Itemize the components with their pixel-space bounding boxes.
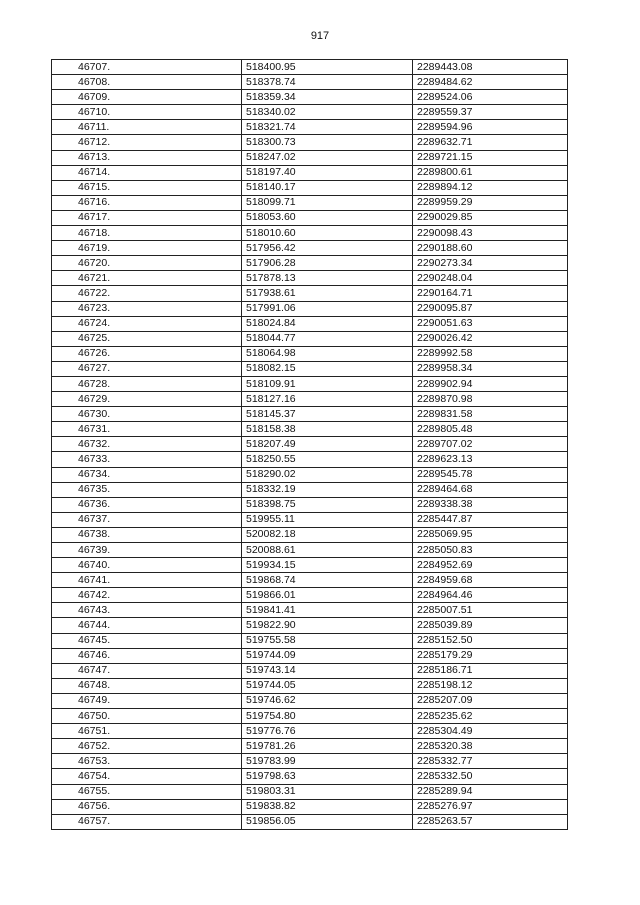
table-row [52, 497, 568, 512]
y-coordinate-cell: 2285050.83 [413, 543, 568, 558]
y-coordinate-cell: 2285289.94 [413, 784, 568, 799]
y-coordinate-cell: 2289443.08 [413, 60, 568, 75]
table-row [52, 678, 568, 693]
y-coordinate-cell: 2290098.43 [413, 226, 568, 241]
y-coordinate-cell: 2289594.96 [413, 120, 568, 135]
table-row [52, 724, 568, 739]
point-id-cell: 46746. [52, 648, 242, 663]
point-id-cell: 46748. [52, 678, 242, 693]
point-id-cell: 46711. [52, 120, 242, 135]
x-coordinate-cell: 518207.49 [242, 437, 413, 452]
table-row [52, 165, 568, 180]
point-id-cell: 46723. [52, 301, 242, 316]
y-coordinate-cell: 2289623.13 [413, 452, 568, 467]
y-coordinate-cell: 2290026.42 [413, 331, 568, 346]
y-coordinate-cell: 2284952.69 [413, 558, 568, 573]
x-coordinate-cell: 519841.41 [242, 603, 413, 618]
x-coordinate-cell: 518064.98 [242, 346, 413, 361]
coordinates-table-body [52, 60, 568, 830]
y-coordinate-cell: 2289707.02 [413, 437, 568, 452]
y-coordinate-cell: 2289805.48 [413, 422, 568, 437]
x-coordinate-cell: 518250.55 [242, 452, 413, 467]
x-coordinate-cell: 519838.82 [242, 799, 413, 814]
table-row [52, 512, 568, 527]
point-id-cell: 46739. [52, 543, 242, 558]
y-coordinate-cell: 2285069.95 [413, 527, 568, 542]
x-coordinate-cell: 519754.80 [242, 709, 413, 724]
point-id-cell: 46741. [52, 573, 242, 588]
point-id-cell: 46729. [52, 392, 242, 407]
x-coordinate-cell: 518247.02 [242, 150, 413, 165]
x-coordinate-cell: 519743.14 [242, 663, 413, 678]
y-coordinate-cell: 2289721.15 [413, 150, 568, 165]
point-id-cell: 46713. [52, 150, 242, 165]
y-coordinate-cell: 2289545.78 [413, 467, 568, 482]
x-coordinate-cell: 518053.60 [242, 210, 413, 225]
x-coordinate-cell: 518024.84 [242, 316, 413, 331]
x-coordinate-cell: 519744.09 [242, 648, 413, 663]
table-row [52, 135, 568, 150]
table-row [52, 588, 568, 603]
point-id-cell: 46734. [52, 467, 242, 482]
table-row [52, 814, 568, 829]
point-id-cell: 46721. [52, 271, 242, 286]
y-coordinate-cell: 2289338.38 [413, 497, 568, 512]
table-row [52, 543, 568, 558]
point-id-cell: 46724. [52, 316, 242, 331]
x-coordinate-cell: 519783.99 [242, 754, 413, 769]
table-row [52, 452, 568, 467]
table-row [52, 422, 568, 437]
y-coordinate-cell: 2290164.71 [413, 286, 568, 301]
y-coordinate-cell: 2290273.34 [413, 256, 568, 271]
table-row [52, 467, 568, 482]
y-coordinate-cell: 2284959.68 [413, 573, 568, 588]
point-id-cell: 46718. [52, 226, 242, 241]
x-coordinate-cell: 518010.60 [242, 226, 413, 241]
point-id-cell: 46719. [52, 241, 242, 256]
table-row [52, 633, 568, 648]
y-coordinate-cell: 2285332.77 [413, 754, 568, 769]
x-coordinate-cell: 518300.73 [242, 135, 413, 150]
y-coordinate-cell: 2289902.94 [413, 376, 568, 391]
y-coordinate-cell: 2290029.85 [413, 210, 568, 225]
table-row [52, 558, 568, 573]
point-id-cell: 46754. [52, 769, 242, 784]
point-id-cell: 46733. [52, 452, 242, 467]
table-row [52, 648, 568, 663]
x-coordinate-cell: 519866.01 [242, 588, 413, 603]
x-coordinate-cell: 519746.62 [242, 693, 413, 708]
point-id-cell: 46714. [52, 165, 242, 180]
y-coordinate-cell: 2289992.58 [413, 346, 568, 361]
x-coordinate-cell: 520082.18 [242, 527, 413, 542]
table-row [52, 573, 568, 588]
x-coordinate-cell: 518332.19 [242, 482, 413, 497]
x-coordinate-cell: 519755.58 [242, 633, 413, 648]
table-row [52, 331, 568, 346]
x-coordinate-cell: 518109.91 [242, 376, 413, 391]
table-row [52, 241, 568, 256]
y-coordinate-cell: 2285198.12 [413, 678, 568, 693]
y-coordinate-cell: 2289484.62 [413, 75, 568, 90]
y-coordinate-cell: 2289894.12 [413, 180, 568, 195]
table-row [52, 376, 568, 391]
point-id-cell: 46744. [52, 618, 242, 633]
y-coordinate-cell: 2285007.51 [413, 603, 568, 618]
point-id-cell: 46716. [52, 195, 242, 210]
table-row [52, 90, 568, 105]
x-coordinate-cell: 519868.74 [242, 573, 413, 588]
table-row [52, 739, 568, 754]
x-coordinate-cell: 517956.42 [242, 241, 413, 256]
y-coordinate-cell: 2285207.09 [413, 693, 568, 708]
y-coordinate-cell: 2285263.57 [413, 814, 568, 829]
y-coordinate-cell: 2290188.60 [413, 241, 568, 256]
y-coordinate-cell: 2290051.63 [413, 316, 568, 331]
x-coordinate-cell: 518340.02 [242, 105, 413, 120]
x-coordinate-cell: 518321.74 [242, 120, 413, 135]
table-row [52, 392, 568, 407]
y-coordinate-cell: 2289870.98 [413, 392, 568, 407]
point-id-cell: 46710. [52, 105, 242, 120]
table-row [52, 407, 568, 422]
table-row [52, 226, 568, 241]
point-id-cell: 46707. [52, 60, 242, 75]
x-coordinate-cell: 519798.63 [242, 769, 413, 784]
x-coordinate-cell: 520088.61 [242, 543, 413, 558]
point-id-cell: 46740. [52, 558, 242, 573]
point-id-cell: 46743. [52, 603, 242, 618]
x-coordinate-cell: 518359.34 [242, 90, 413, 105]
point-id-cell: 46757. [52, 814, 242, 829]
table-row [52, 603, 568, 618]
point-id-cell: 46712. [52, 135, 242, 150]
table-row [52, 180, 568, 195]
x-coordinate-cell: 518145.37 [242, 407, 413, 422]
y-coordinate-cell: 2284964.46 [413, 588, 568, 603]
table-row [52, 527, 568, 542]
x-coordinate-cell: 519856.05 [242, 814, 413, 829]
table-row [52, 346, 568, 361]
table-row [52, 105, 568, 120]
x-coordinate-cell: 518290.02 [242, 467, 413, 482]
y-coordinate-cell: 2290095.87 [413, 301, 568, 316]
point-id-cell: 46736. [52, 497, 242, 512]
x-coordinate-cell: 517906.28 [242, 256, 413, 271]
point-id-cell: 46725. [52, 331, 242, 346]
table-row [52, 316, 568, 331]
table-row [52, 799, 568, 814]
x-coordinate-cell: 518158.38 [242, 422, 413, 437]
point-id-cell: 46738. [52, 527, 242, 542]
table-row [52, 195, 568, 210]
point-id-cell: 46752. [52, 739, 242, 754]
y-coordinate-cell: 2285186.71 [413, 663, 568, 678]
point-id-cell: 46731. [52, 422, 242, 437]
y-coordinate-cell: 2289800.61 [413, 165, 568, 180]
x-coordinate-cell: 519955.11 [242, 512, 413, 527]
x-coordinate-cell: 518140.17 [242, 180, 413, 195]
table-row [52, 361, 568, 376]
point-id-cell: 46749. [52, 693, 242, 708]
y-coordinate-cell: 2285039.89 [413, 618, 568, 633]
point-id-cell: 46745. [52, 633, 242, 648]
x-coordinate-cell: 519934.15 [242, 558, 413, 573]
y-coordinate-cell: 2289958.34 [413, 361, 568, 376]
table-row [52, 301, 568, 316]
table-row [52, 784, 568, 799]
point-id-cell: 46720. [52, 256, 242, 271]
y-coordinate-cell: 2285332.50 [413, 769, 568, 784]
point-id-cell: 46747. [52, 663, 242, 678]
x-coordinate-cell: 518082.15 [242, 361, 413, 376]
point-id-cell: 46742. [52, 588, 242, 603]
table-row [52, 437, 568, 452]
y-coordinate-cell: 2285320.38 [413, 739, 568, 754]
coordinates-table [51, 59, 568, 830]
point-id-cell: 46732. [52, 437, 242, 452]
point-id-cell: 46717. [52, 210, 242, 225]
point-id-cell: 46753. [52, 754, 242, 769]
table-row [52, 271, 568, 286]
point-id-cell: 46730. [52, 407, 242, 422]
point-id-cell: 46737. [52, 512, 242, 527]
table-row [52, 256, 568, 271]
y-coordinate-cell: 2289959.29 [413, 195, 568, 210]
table-row [52, 663, 568, 678]
x-coordinate-cell: 519776.76 [242, 724, 413, 739]
x-coordinate-cell: 519822.90 [242, 618, 413, 633]
table-row [52, 60, 568, 75]
y-coordinate-cell: 2289632.71 [413, 135, 568, 150]
table-row [52, 75, 568, 90]
point-id-cell: 46728. [52, 376, 242, 391]
point-id-cell: 46708. [52, 75, 242, 90]
x-coordinate-cell: 517991.06 [242, 301, 413, 316]
table-row [52, 754, 568, 769]
x-coordinate-cell: 519744.05 [242, 678, 413, 693]
table-row [52, 769, 568, 784]
y-coordinate-cell: 2285304.49 [413, 724, 568, 739]
table-row [52, 618, 568, 633]
x-coordinate-cell: 517878.13 [242, 271, 413, 286]
y-coordinate-cell: 2285276.97 [413, 799, 568, 814]
point-id-cell: 46715. [52, 180, 242, 195]
point-id-cell: 46727. [52, 361, 242, 376]
x-coordinate-cell: 518044.77 [242, 331, 413, 346]
point-id-cell: 46750. [52, 709, 242, 724]
y-coordinate-cell: 2285447.87 [413, 512, 568, 527]
table-row [52, 482, 568, 497]
table-row [52, 709, 568, 724]
table-row [52, 150, 568, 165]
table-row [52, 286, 568, 301]
table-row [52, 120, 568, 135]
table-row [52, 693, 568, 708]
y-coordinate-cell: 2289464.68 [413, 482, 568, 497]
x-coordinate-cell: 518197.40 [242, 165, 413, 180]
y-coordinate-cell: 2290248.04 [413, 271, 568, 286]
page-number: 917 [310, 30, 330, 42]
y-coordinate-cell: 2285152.50 [413, 633, 568, 648]
y-coordinate-cell: 2289559.37 [413, 105, 568, 120]
y-coordinate-cell: 2289524.06 [413, 90, 568, 105]
point-id-cell: 46756. [52, 799, 242, 814]
point-id-cell: 46726. [52, 346, 242, 361]
table-row [52, 210, 568, 225]
point-id-cell: 46751. [52, 724, 242, 739]
point-id-cell: 46735. [52, 482, 242, 497]
x-coordinate-cell: 517938.61 [242, 286, 413, 301]
point-id-cell: 46709. [52, 90, 242, 105]
y-coordinate-cell: 2289831.58 [413, 407, 568, 422]
point-id-cell: 46755. [52, 784, 242, 799]
x-coordinate-cell: 518099.71 [242, 195, 413, 210]
x-coordinate-cell: 518378.74 [242, 75, 413, 90]
x-coordinate-cell: 518400.95 [242, 60, 413, 75]
x-coordinate-cell: 519803.31 [242, 784, 413, 799]
x-coordinate-cell: 518398.75 [242, 497, 413, 512]
x-coordinate-cell: 518127.16 [242, 392, 413, 407]
y-coordinate-cell: 2285179.29 [413, 648, 568, 663]
point-id-cell: 46722. [52, 286, 242, 301]
y-coordinate-cell: 2285235.62 [413, 709, 568, 724]
x-coordinate-cell: 519781.26 [242, 739, 413, 754]
